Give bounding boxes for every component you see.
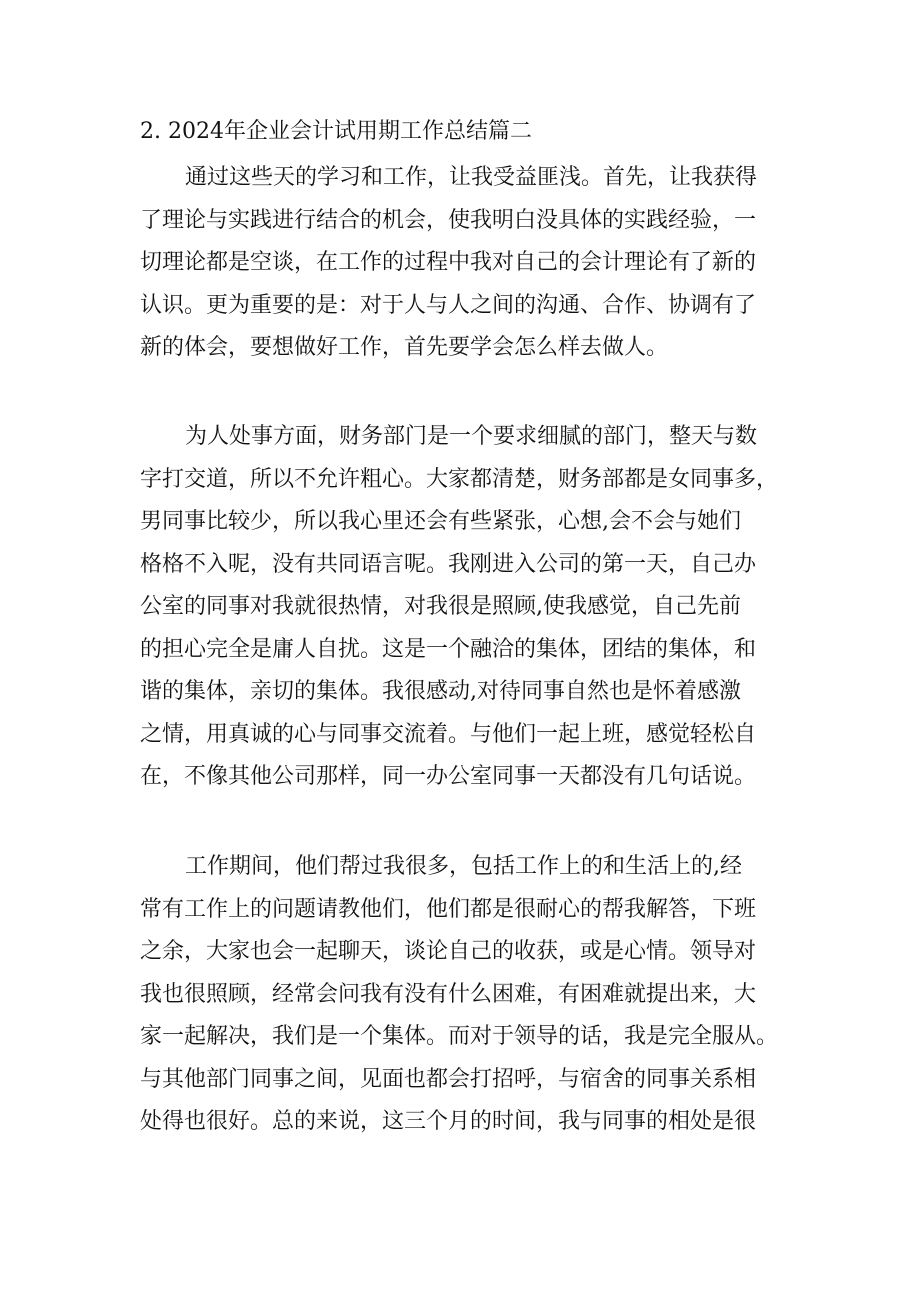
- paragraph-3: [140, 846, 790, 1144]
- paragraph-line: 切理论都是空谈，在工作的过程中我对自己的会计理论有了新的: [140, 250, 757, 275]
- paragraph-line: 常有工作上的问题请教他们，他们都是很耐心的帮我解答，下班: [140, 896, 757, 922]
- paragraph-line: 为人处事方面，财务部门是一个要求细腻的部门，整天与数: [185, 424, 758, 449]
- paragraph-line: 之情，用真诚的心与同事交流着。与他们一起上班，感觉轻松自: [140, 721, 757, 747]
- paragraph-line: 之余，大家也会一起聊天，谈论自己的收获，或是心情。领导对: [140, 939, 757, 964]
- paragraph-line: 处得也很好。总的来说，这三个月的时间，我与同事的相处是很: [140, 1109, 757, 1134]
- paragraph-line: 通过这些天的学习和工作，让我受益匪浅。首先，让我获得: [185, 165, 758, 190]
- paragraph-1: [140, 157, 790, 370]
- paragraph-line: 的担心完全是庸人自扰。这是一个融洽的集体，团结的集体，和: [140, 636, 757, 662]
- paragraph-line: 家一起解决，我们是一个集体。而对于领导的话，我是完全服从。: [140, 1024, 779, 1049]
- paragraph-line: 新的体会，要想做好工作，首先要学会怎么样去做人。: [140, 335, 669, 360]
- paragraph-line: 我也很照顾，经常会问我有没有什么困难，有困难就提出来，大: [140, 981, 757, 1007]
- paragraph-2: [140, 416, 790, 799]
- paragraph-line: 了理论与实践进行结合的机会，使我明白没具体的实践经验，一: [140, 207, 757, 233]
- paragraph-line: 与其他部门同事之间，见面也都会打招呼，与宿舍的同事关系相: [140, 1066, 757, 1092]
- paragraph-line: 公室的同事对我就很热情，对我很是照顾,使我感觉，自己先前: [140, 594, 741, 619]
- paragraph-line: 谐的集体，亲切的集体。我很感动,对待同事自然也是怀着感激: [140, 679, 741, 704]
- paragraph-line: 男同事比较少，所以我心里还会有些紧张，心想,会不会与她们: [140, 509, 741, 534]
- paragraph-line: 格格不入呢，没有共同语言呢。我刚进入公司的第一天，自己办: [140, 551, 757, 577]
- paragraph-line: 认识。更为重要的是：对于人与人之间的沟通、合作、协调有了: [140, 292, 757, 318]
- paragraph-line: 在，不像其他公司那样，同一办公室同事一天都没有几句话说。: [140, 764, 757, 789]
- paragraph-line: 工作期间，他们帮过我很多，包括工作上的和生活上的,经: [185, 854, 742, 879]
- section-heading: 2. 2024年企业会计试用期工作总结篇二: [140, 119, 532, 144]
- paragraph-line: 字打交道，所以不允许粗心。大家都清楚，财务部都是女同事多，: [140, 466, 779, 492]
